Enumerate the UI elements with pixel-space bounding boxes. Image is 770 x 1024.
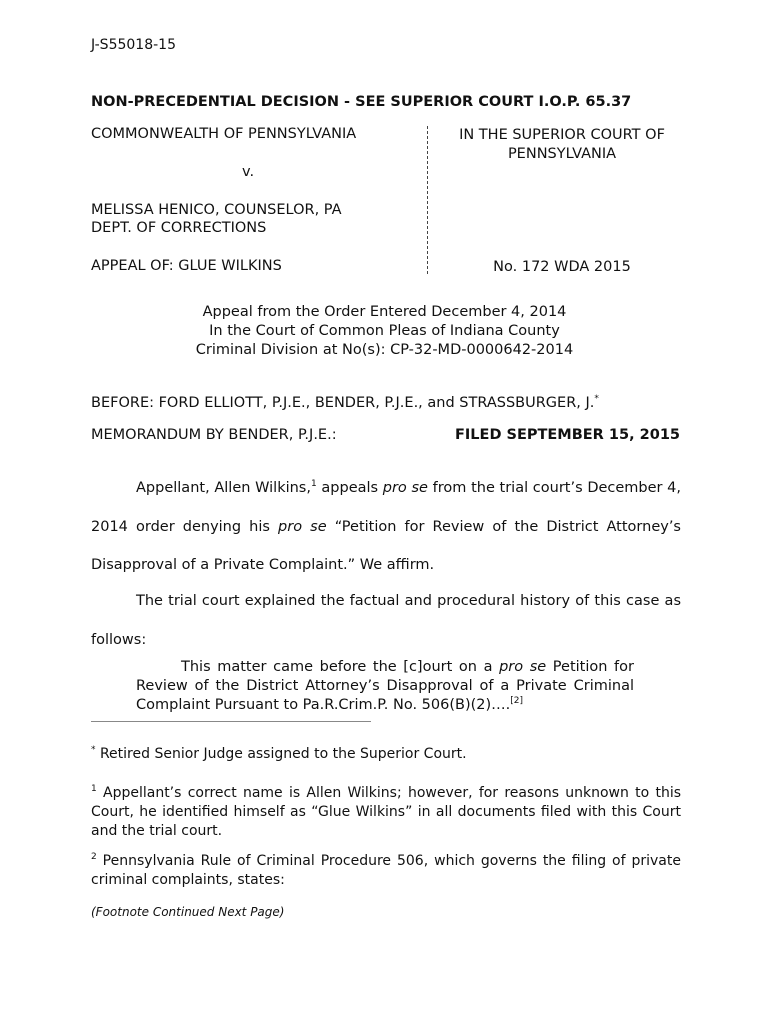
caption-defendant-line1: MELISSA HENICO, COUNSELOR, PA bbox=[91, 202, 342, 218]
caption-divider bbox=[427, 126, 428, 274]
before-panel bbox=[91, 395, 599, 411]
before-footnote-mark: * bbox=[594, 394, 599, 404]
caption-court-line1: IN THE SUPERIOR COURT OF bbox=[459, 127, 665, 143]
appeal-line3: Criminal Division at No(s): CP-32-MD-0000642-2014 bbox=[195, 342, 574, 358]
body-paragraph-2: The trial court explained the factual and procedural history of this case as follows: bbox=[91, 593, 681, 648]
p1-pro-se: pro se bbox=[382, 480, 428, 496]
p1-text-b: appeals bbox=[316, 480, 383, 496]
footnote-star bbox=[91, 745, 681, 764]
appeal-line2: In the Court of Common Pleas of Indiana County bbox=[209, 323, 560, 339]
footnote-2 bbox=[91, 852, 681, 890]
filed-date: FILED SEPTEMBER 15, 2015 bbox=[455, 427, 680, 443]
caption-plaintiff: COMMONWEALTH OF PENNSYLVANIA bbox=[91, 126, 357, 142]
quote-text-a: This matter came before the [c]ourt on a bbox=[181, 659, 500, 675]
footnote-1-mark: 1 bbox=[91, 784, 97, 794]
caption-court-line2: PENNSYLVANIA bbox=[507, 146, 617, 162]
p1-text-a: Appellant, Allen Wilkins, bbox=[136, 480, 311, 496]
p1-text-c: from the trial court’s December 4, 2014 order denying his bbox=[91, 480, 682, 535]
footnote-continued-note: (Footnote Continued Next Page) bbox=[91, 905, 285, 919]
quote-pro-se: pro se bbox=[499, 659, 547, 675]
footnote-2-text: Pennsylvania Rule of Criminal Procedure 506, which governs the filing of private criminal complaints, states: bbox=[91, 853, 681, 888]
p1-text-d: “Petition for Review of the District Attorney’s Disapproval of a Private Complaint.” We affirm. bbox=[91, 518, 681, 573]
caption-defendant-line2: DEPT. OF CORRECTIONS bbox=[91, 220, 267, 236]
appeal-line1: Appeal from the Order Entered December 4, 2014 bbox=[202, 304, 567, 320]
footnote-2-mark: 2 bbox=[91, 852, 97, 862]
footnote-separator bbox=[91, 721, 371, 722]
footnote-1 bbox=[91, 784, 681, 841]
memorandum-by: MEMORANDUM BY BENDER, P.J.E.: bbox=[91, 427, 337, 443]
quote-text-b: Petition for Review of the District Attorney’s Disapproval of a Private Criminal Complaint Pursuant to Pa.R.Crim.P. No. 506(B)(2)…. bbox=[136, 659, 634, 713]
caption-versus: v. bbox=[242, 164, 255, 180]
caption-court bbox=[432, 126, 692, 164]
caption-appeal-of: APPEAL OF: GLUE WILKINS bbox=[91, 258, 282, 274]
before-text: BEFORE: FORD ELLIOTT, P.J.E., BENDER, P.J.E., and STRASSBURGER, J. bbox=[91, 395, 595, 411]
p1-footnote-ref: 1 bbox=[310, 479, 317, 489]
quote-footnote-ref: [2] bbox=[510, 696, 523, 706]
docket-number: J-S55018-15 bbox=[91, 37, 176, 53]
footnote-1-text: Appellant’s correct name is Allen Wilkins; however, for reasons unknown to this Court, he identified himself as “Glue Wilkins” in all documents filed with this Court and the trial court. bbox=[91, 785, 681, 839]
block-quote bbox=[136, 658, 634, 715]
footnote-star-mark: * bbox=[91, 745, 96, 755]
case-number: No. 172 WDA 2015 bbox=[493, 259, 631, 275]
nonprecedential-heading: NON-PRECEDENTIAL DECISION - SEE SUPERIOR COURT I.O.P. 65.37 bbox=[91, 94, 632, 110]
body-paragraph-1 bbox=[91, 469, 681, 585]
footnote-star-text: Retired Senior Judge assigned to the Superior Court. bbox=[95, 746, 467, 762]
p1-pro-se-2: pro se bbox=[278, 518, 327, 535]
